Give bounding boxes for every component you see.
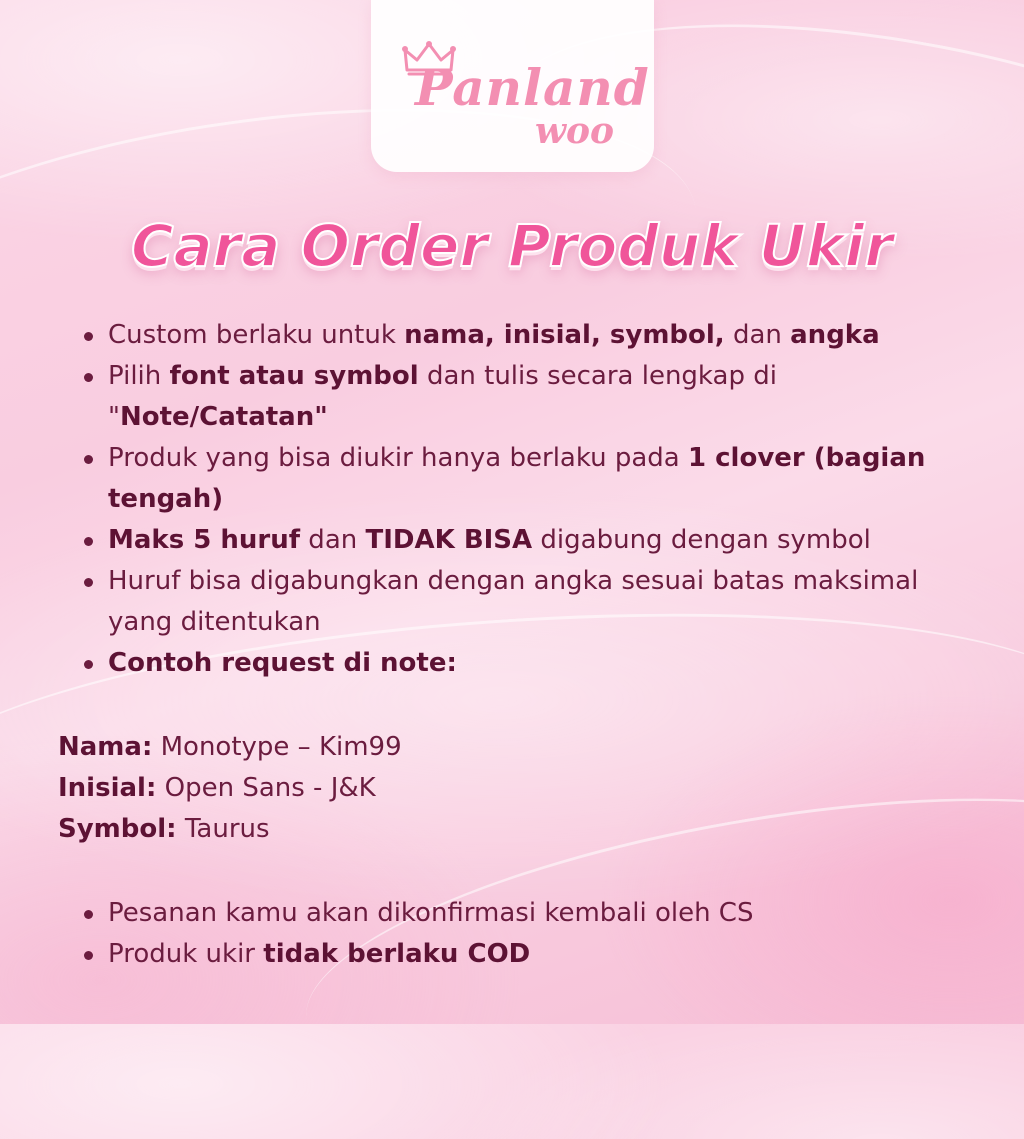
list-item [80,520,960,561]
bold-text: font atau symbol [169,361,419,391]
bold-text: nama, inisial, symbol, [404,320,725,350]
example-label: Inisial: [58,773,157,803]
list-item [80,893,960,934]
list-item [80,643,960,684]
example-label: Nama: [58,732,153,762]
text: Produk yang bisa diukir hanya berlaku pada [108,443,688,473]
example-label: Symbol: [58,814,177,844]
bold-text: Note/Catatan" [119,402,328,432]
note-list [80,893,960,975]
text: digabung dengan symbol [532,525,871,555]
bold-text: angka [790,320,880,350]
instruction-list [80,315,960,684]
example-row [58,809,402,850]
example-request [58,727,402,850]
example-value: Open Sans - J&K [156,773,376,803]
text: dan [300,525,366,555]
page-title: Cara Order Produk Ukir [130,212,894,280]
text: dan tulis secara lengkap di " [108,361,777,432]
text: dan [724,320,791,350]
bold-text: 1 clover (bagian tengah) [108,443,926,514]
list-item [80,356,960,438]
text: Custom berlaku untuk [108,320,405,350]
text: Huruf bisa digabungkan dengan angka sesuai batas maksimal yang ditentukan [108,566,919,637]
example-row [58,727,402,768]
example-row [58,768,402,809]
example-value: Monotype – Kim99 [152,732,402,762]
text: Pesanan kamu akan dikonfirmasi kembali oleh CS [108,898,754,928]
list-item [80,561,960,643]
bold-text: Maks 5 huruf [108,525,301,555]
bold-text: tidak berlaku COD [263,939,531,969]
list-item [80,315,960,356]
text: Produk ukir [108,939,264,969]
example-value: Taurus [176,814,270,844]
text: Pilih [108,361,170,391]
logo-card [371,0,654,172]
bold-text: TIDAK BISA [365,525,533,555]
bold-text: Contoh request di note: [108,648,457,678]
list-item [80,438,960,520]
brand-subname: woo [535,110,615,152]
brand-name: Panland [415,58,650,117]
list-item [80,934,960,975]
